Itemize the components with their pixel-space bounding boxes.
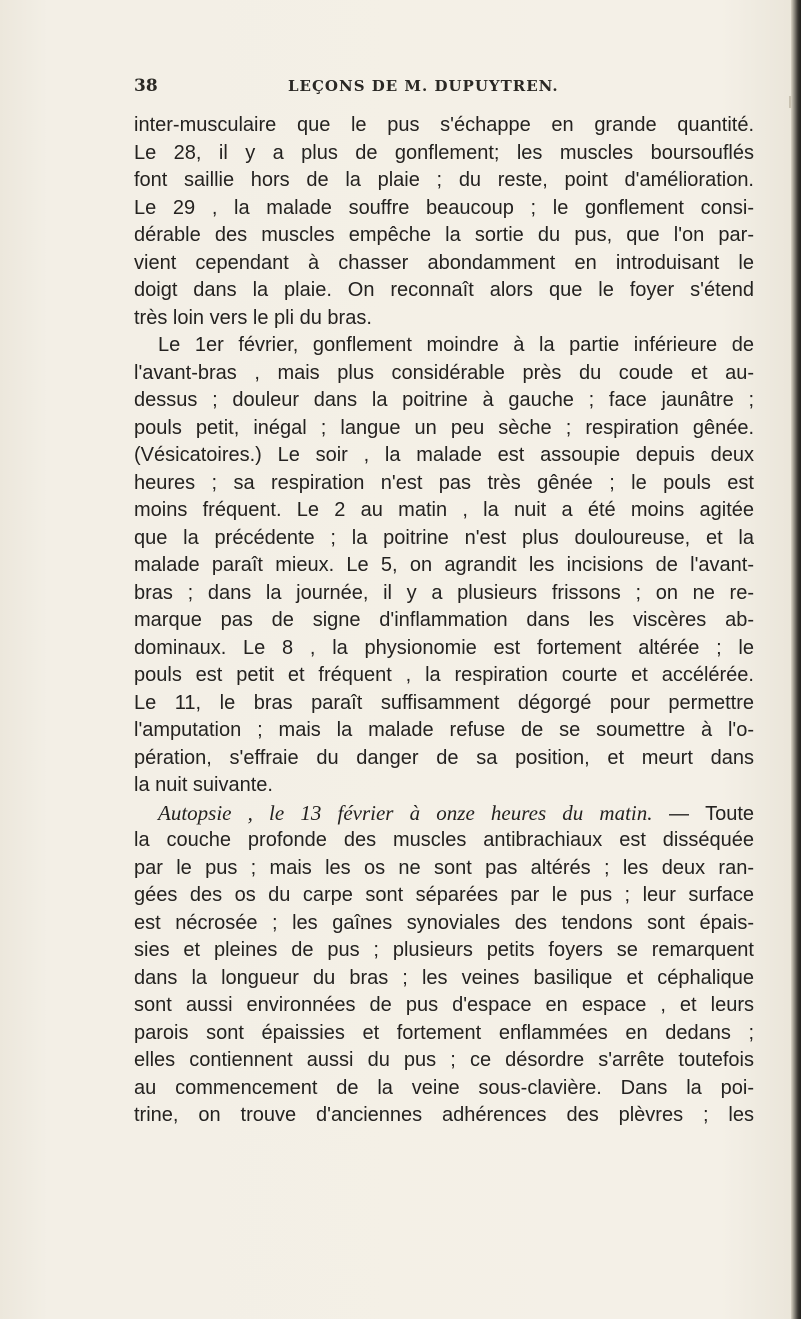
text-line: marque pas de signe d'inflammation dans les viscères ab- bbox=[134, 609, 754, 631]
text-line: dans la longueur du bras ; les veines basilique et céphalique bbox=[134, 966, 754, 989]
text-line: gées des os du carpe sont séparées par le pus ; leur surface bbox=[134, 884, 754, 906]
text-line: vient cependant à chasser abondamment en introduisant le bbox=[134, 251, 754, 274]
text-line: sies et pleines de pus ; plusieurs petits foyers se remarquent bbox=[134, 939, 754, 961]
page-edge-shadow bbox=[791, 0, 801, 1319]
text-line: que la précédente ; la poitrine n'est plus douloureuse, et la bbox=[134, 526, 754, 549]
text-line: dominaux. Le 8 , la physionomie est fortement altérée ; le bbox=[134, 636, 754, 659]
text-line: malade paraît mieux. Le 5, on agrandit les incisions de l'avant- bbox=[134, 554, 754, 576]
text-line: l'amputation ; mais la malade refuse de se soumettre à l'o- bbox=[134, 719, 754, 741]
text-line: parois sont épaissies et fortement enflammées en dedans ; bbox=[134, 1021, 754, 1044]
text-line: Le 29 , la malade souffre beaucoup ; le gonflement consi- bbox=[134, 196, 754, 219]
text-line: la couche profonde des muscles antibrachiaux est disséquée bbox=[134, 829, 754, 851]
body-text bbox=[134, 112, 754, 1130]
text-line: pouls petit, inégal ; langue un peu sèche ; respiration gênée. bbox=[134, 416, 754, 439]
text-line: sont aussi environnées de pus d'espace en espace , et leurs bbox=[134, 994, 754, 1016]
text-line: (Vésicatoires.) Le soir , la malade est assoupie depuis deux bbox=[134, 444, 754, 466]
text-line: par le pus ; mais les os ne sont pas altérés ; les deux ran- bbox=[134, 856, 754, 879]
text-line: inter-musculaire que le pus s'échappe en grande quantité. bbox=[134, 114, 754, 136]
text-line: doigt dans la plaie. On reconnaît alors que le foyer s'étend bbox=[134, 279, 754, 301]
text-line: l'avant-bras , mais plus considérable près du coude et au- bbox=[134, 361, 754, 384]
page-edge-mark bbox=[789, 96, 791, 108]
autopsy-heading: Autopsie , le 13 février à onze heures du matin. bbox=[158, 800, 653, 825]
autopsy-line bbox=[134, 800, 754, 828]
text-line: trine, on trouve d'anciennes adhérences des plèvres ; les bbox=[134, 1104, 754, 1126]
text-line: heures ; sa respiration n'est pas très gênée ; le pouls est bbox=[134, 471, 754, 494]
text-line: au commencement de la veine sous-clavière. Dans la poi- bbox=[134, 1076, 754, 1099]
text-line: bras ; dans la journée, il y a plusieurs frissons ; on ne re- bbox=[134, 581, 754, 604]
text-line: moins fréquent. Le 2 au matin , la nuit a été moins agitée bbox=[134, 499, 754, 521]
text-line: est nécrosée ; les gaînes synoviales des tendons sont épais- bbox=[134, 911, 754, 934]
text-line: la nuit suivante. bbox=[134, 774, 273, 796]
text-line: pouls est petit et fréquent , la respiration courte et accélérée. bbox=[134, 664, 754, 686]
running-title: LEÇONS DE M. DUPUYTREN. bbox=[288, 77, 559, 95]
text-line: Le 1er février, gonflement moindre à la partie inférieure de bbox=[158, 334, 754, 356]
text-line: pération, s'effraie du danger de sa position, et meurt dans bbox=[134, 746, 754, 769]
text-line: elles contiennent aussi du pus ; ce désordre s'arrête toutefois bbox=[134, 1049, 754, 1071]
text-line: Le 11, le bras paraît suffisamment dégorgé pour permettre bbox=[134, 691, 754, 714]
text-line: dessus ; douleur dans la poitrine à gauche ; face jaunâtre ; bbox=[134, 389, 754, 411]
text-line: Le 28, il y a plus de gonflement; les muscles boursouflés bbox=[134, 141, 754, 164]
text-line: très loin vers le pli du bras. bbox=[134, 306, 372, 329]
running-header bbox=[134, 76, 744, 106]
autopsy-heading-rest: — Toute bbox=[652, 802, 754, 825]
text-line: font saillie hors de la plaie ; du reste, point d'amélioration. bbox=[134, 169, 754, 191]
page-number: 38 bbox=[134, 76, 158, 96]
text-line: dérable des muscles empêche la sortie du pus, que l'on par- bbox=[134, 224, 754, 246]
